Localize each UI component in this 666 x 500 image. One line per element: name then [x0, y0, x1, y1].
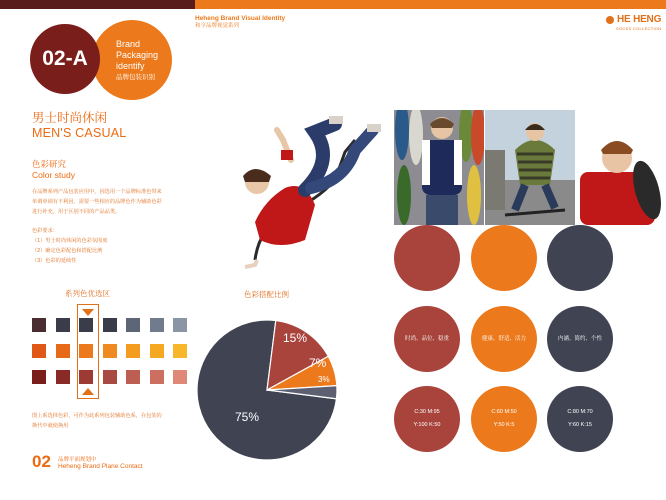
breakdancer-image: [195, 110, 393, 280]
skateboard-wall-image: [394, 110, 484, 225]
badge-code: 02-A: [30, 24, 100, 94]
palette-cmyk-orange: [471, 386, 537, 452]
section-title-en: MEN'S CASUAL: [32, 126, 127, 140]
pie-title: 色彩搭配比例: [244, 290, 289, 299]
color-swatch: [126, 370, 140, 384]
swatch-grid: [32, 318, 182, 390]
color-swatch: [56, 344, 70, 358]
keywords-orange: 健康、舒适、活力: [481, 336, 526, 342]
footer-page-number: 02: [32, 452, 51, 471]
note-line: 换代中就使换用: [32, 423, 69, 429]
badge-line-2: Packaging: [116, 50, 159, 60]
cmyk-red-line2: Y:100 K:50: [413, 422, 441, 428]
palette-cmyk-red: [394, 386, 460, 452]
note-line: 图上系选择色彩，可作为此系列包装辅助色系，在包装的: [32, 413, 162, 419]
color-swatch: [103, 318, 117, 332]
badge-line-3: identify: [116, 61, 145, 71]
color-swatch: [173, 318, 187, 332]
color-swatch: [173, 344, 187, 358]
requirement-item: （1）男士时尚休闲的色彩氛围度: [32, 238, 108, 244]
skaters-image: [485, 110, 666, 225]
color-swatch: [56, 318, 70, 332]
palette-dot-orange: [471, 225, 537, 291]
palette-dot-red: [394, 225, 460, 291]
palette-dot-dark: [547, 225, 613, 291]
color-swatch: [150, 318, 164, 332]
intro-line: 进行补充，用于区别不同的产品品类。: [32, 209, 121, 215]
keywords-red: 时尚、品位、稳重: [404, 336, 449, 342]
color-swatch: [150, 370, 164, 384]
color-swatch: [126, 344, 140, 358]
color-swatch: [32, 344, 46, 358]
cmyk-red-line1: C:30 M:95: [414, 409, 440, 415]
swatch-note: [32, 411, 182, 431]
brand-tagline: SOCKS COLLECTION: [616, 26, 662, 31]
requirements-title: 色彩要求：: [32, 228, 58, 234]
pie-label-7: 7%: [309, 356, 327, 370]
cmyk-dark-line1: C:80 M:70: [567, 409, 593, 415]
subtitle-cn: 色彩研究: [32, 159, 67, 169]
cmyk-orange-line1: C:60 M:50: [491, 409, 517, 415]
color-swatch: [103, 370, 117, 384]
palette-keywords-red: [394, 306, 460, 372]
color-swatch: [32, 318, 46, 332]
requirement-item: （2）确定色彩配色和搭配比例: [32, 248, 103, 254]
document-title: Heheng Brand Visual Identity: [195, 15, 286, 22]
document-subtitle: 和亨品牌视觉系列: [195, 23, 240, 29]
swatch-title: 系列色优选区: [65, 289, 110, 298]
footer-en: Heheng Brand Plane Contact: [58, 463, 143, 470]
pie-chart: [195, 295, 355, 470]
palette-keywords-dark: [547, 306, 613, 372]
photo-breakdancer: [195, 110, 393, 280]
color-swatch: [173, 370, 187, 384]
badge-line-4: 品牌包装识别: [116, 74, 155, 81]
pie-label-15: 15%: [283, 331, 308, 345]
section-title-cn: 男士时尚休闲: [32, 111, 108, 125]
cmyk-dark-line2: Y:60 K:15: [568, 422, 592, 428]
keywords-dark: 内涵、简约、个性: [557, 336, 602, 342]
photo-skaters: [485, 110, 666, 225]
color-swatch: [150, 344, 164, 358]
palette-cmyk-dark: [547, 386, 613, 452]
requirements: [32, 226, 184, 266]
badge-circle-orange: [92, 20, 172, 100]
swatch-selection-box: [77, 304, 99, 399]
color-swatch: [32, 370, 46, 384]
brand-logo: HE HENG: [617, 14, 662, 25]
intro-paragraph: [32, 187, 184, 217]
pie-label-3: 3%: [318, 375, 330, 384]
badge-line-1: Brand: [116, 39, 141, 49]
brand-mark-icon: [606, 16, 614, 24]
selection-arrow-down-icon: [82, 309, 94, 316]
palette-keywords-orange: [471, 306, 537, 372]
top-bar-orange: [195, 0, 666, 9]
footer-cn: 品牌平面规划中: [58, 457, 97, 463]
intro-line: 单调单调有不利因，需要一些相应的品牌色作为辅助色彩: [32, 199, 162, 205]
photo-skateboards: [394, 110, 484, 225]
selection-arrow-up-icon: [82, 388, 94, 395]
intro-line: 在品牌系列产品包装应用中，因选用一个品牌标准色带来: [32, 189, 162, 195]
color-swatch: [56, 370, 70, 384]
requirement-item: （3）色彩的延续性: [32, 258, 77, 264]
subtitle-en: Color study: [32, 170, 75, 180]
color-swatch: [126, 318, 140, 332]
cmyk-orange-line2: Y:50 K:5: [493, 422, 515, 428]
pie-label-75: 75%: [235, 410, 260, 424]
color-swatch: [103, 344, 117, 358]
top-bar-dark: [0, 0, 195, 9]
